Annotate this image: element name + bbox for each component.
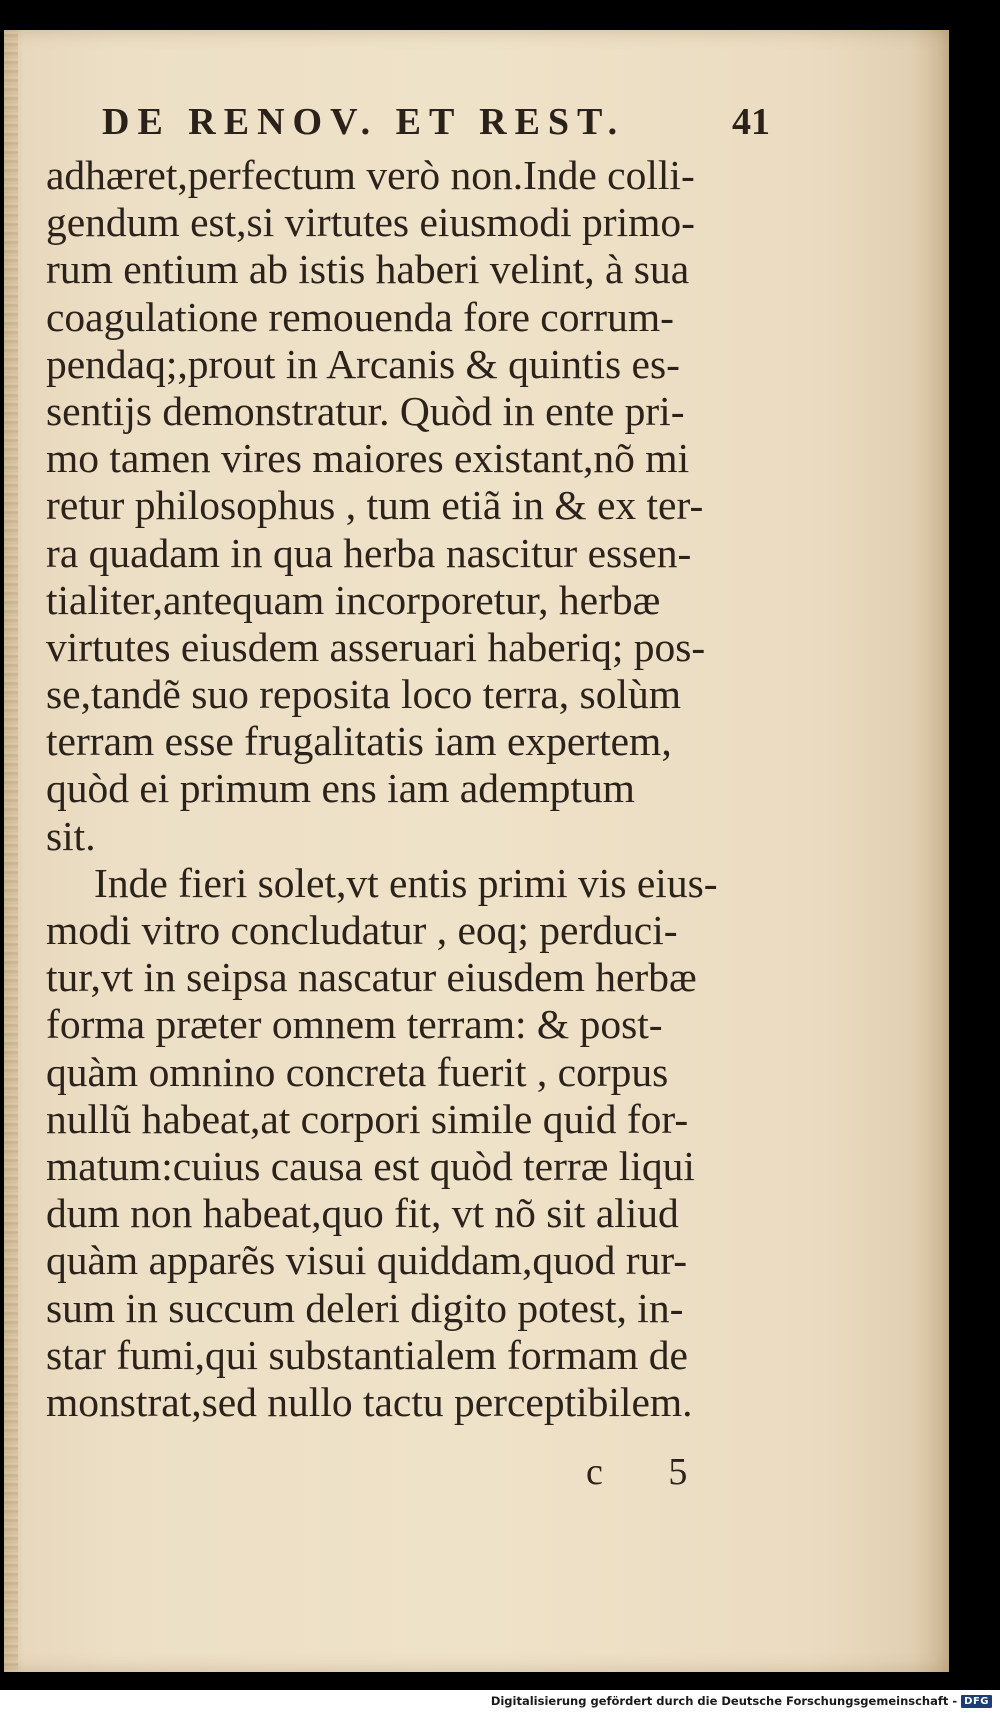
text-line: terram esse frugalitatis iam expertem, <box>46 718 672 765</box>
text-line: tur,vt in seipsa nascatur eiusdem herbæ <box>46 954 697 1001</box>
body-text <box>46 152 771 1426</box>
text-line: monstrat,sed nullo tactu perceptibilem. <box>46 1378 693 1425</box>
text-line: coagulatione remouenda fore corrum- <box>46 293 674 340</box>
text-line: sit. <box>46 812 96 859</box>
text-line: adhæret,perfectum verò non.Inde colli- <box>46 152 695 198</box>
text-line: mo tamen vires maiores existant,nõ mi <box>46 435 690 482</box>
dfg-logo-icon: DFG <box>961 1695 992 1708</box>
text-line: sentijs demonstratur. Quòd in ente pri- <box>46 387 685 434</box>
text-line: star fumi,qui substantialem formam de <box>46 1331 688 1378</box>
signature-mark: c 5 <box>586 1451 716 1493</box>
text-line: modi vitro concludatur , eoq; perduci- <box>46 907 678 953</box>
text-line: dum non habeat,quo fit, vt nõ sit aliud <box>46 1190 679 1237</box>
text-line: ra quadam in qua herba nascitur essen- <box>46 529 692 576</box>
page-number: 41 <box>732 101 770 143</box>
text-line: retur philosophus , tum etiã in & ex ter- <box>46 482 704 529</box>
text-line: quòd ei primum ens iam ademptum <box>46 765 635 812</box>
page-binding-edge <box>4 30 18 1672</box>
text-line: sum in succum deleri digito potest, in- <box>46 1284 684 1331</box>
running-head <box>102 100 770 144</box>
text-line: quàm apparẽs visui quiddam,quod rur- <box>46 1237 688 1284</box>
text-line: forma præter omnem terram: & post- <box>46 1001 663 1048</box>
paragraph-start-line: Inde fieri solet,vt entis primi vis eius- <box>94 859 718 906</box>
text-line: rum entium ab istis haberi velint, à sua <box>46 246 690 293</box>
digitization-credit <box>491 1694 992 1708</box>
running-title: DE RENOV. ET REST. <box>102 101 626 143</box>
text-line: nullũ habeat,at corpori simile quid for- <box>46 1095 689 1142</box>
text-line: gendum est,si virtutes eiusmodi primo- <box>46 199 695 246</box>
text-line: se,tandẽ suo reposita loco terra, solùm <box>46 671 682 718</box>
credit-text: Digitalisierung gefördert durch die Deutsche Forschungsgemeinschaft - <box>490 1694 958 1708</box>
text-line: tialiter,antequam incorporetur, herbæ <box>46 576 661 623</box>
text-line: pendaq;,prout in Arcanis & quintis es- <box>46 340 680 387</box>
text-line: quàm omnino concreta fuerit , corpus <box>46 1048 669 1095</box>
text-line: matum:cuius causa est quòd terræ liqui <box>46 1142 695 1189</box>
text-line: virtutes eiusdem asseruari haberiq; pos- <box>46 623 706 670</box>
